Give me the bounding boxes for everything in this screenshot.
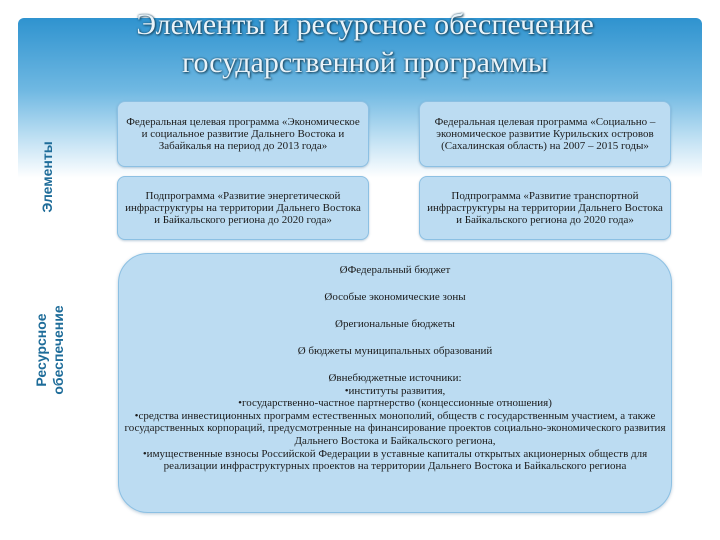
arrow-bullet-icon: Ø (335, 318, 343, 330)
extrabudget-heading-text: внебюджетные источники: (336, 372, 462, 384)
subprogram-box-energy-text: Подпрограмма «Развитие энергетической инфраструктуры на территории Дальнего Востока и Байкальского региона до 2020 года» (125, 190, 361, 226)
arrow-bullet-icon: Ø (324, 291, 333, 303)
resource-item-sez (119, 291, 671, 303)
program-box-kuril (419, 101, 671, 167)
arrow-bullet-icon: Ø (328, 372, 337, 384)
arrow-bullet-icon: Ø (297, 345, 306, 357)
resources-box (118, 253, 672, 513)
title-line-1: Элементы и ресурсное обеспечение (136, 8, 594, 41)
subprogram-box-energy (117, 176, 369, 240)
resources-label-line-1: Ресурсное (33, 313, 49, 387)
resource-item-regional (119, 318, 671, 330)
elements-label: Элементы (39, 141, 55, 213)
extrabudget-item: •институты развития, (344, 384, 446, 397)
resource-item-sez-text: особые экономические зоны (332, 291, 466, 303)
resources-label-line-2: обеспечение (50, 305, 66, 395)
title-line-2: государственной программы (181, 46, 549, 79)
resource-item-municipal (119, 345, 671, 357)
extrabudget-item: •государственно-частное партнерство (концессионные отношения) (238, 397, 552, 410)
extrabudget-heading (119, 372, 671, 385)
page-title (60, 6, 670, 82)
extrabudget-item: •имущественные взносы Российской Федерации в уставные капиталы открытых акционерных обществ для реализации инфраструктурных проектов на территории Дальнего Востока и Байкальского региона (142, 447, 648, 473)
resource-item-federal-text: Федеральный бюджет (347, 264, 451, 276)
arrow-bullet-icon: Ø (339, 264, 348, 276)
resource-item-extrabudget (119, 372, 671, 473)
resources-label (33, 295, 73, 405)
subprogram-box-transport-text: Подпрограмма «Развитие транспортной инфраструктуры на территории Дальнего Востока и Байкальского региона до 2020 года» (427, 190, 663, 226)
program-box-kuril-text: Федеральная целевая программа «Социально – экономическое развитие Курильских островов (Сахалинская область) на 2007 – 2015 годы» (434, 116, 656, 152)
extrabudget-item: •средства инвестиционных программ естественных монополий, обществ с государственным участием, а также государственных корпораций, предусмотренные на финансирование проектов социально-экономического развития Дальнего Востока и Байкальского региона, (124, 409, 666, 447)
program-box-far-east-text: Федеральная целевая программа «Экономическое и социальное развитие Дальнего Востока и Забайкалья на период до 2013 года» (126, 116, 360, 152)
subprogram-box-transport (419, 176, 671, 240)
resource-item-regional-text: региональные бюджеты (343, 318, 455, 330)
program-box-far-east (117, 101, 369, 167)
resource-item-municipal-text: бюджеты муниципальных образований (305, 345, 493, 357)
resource-item-federal (119, 264, 671, 276)
